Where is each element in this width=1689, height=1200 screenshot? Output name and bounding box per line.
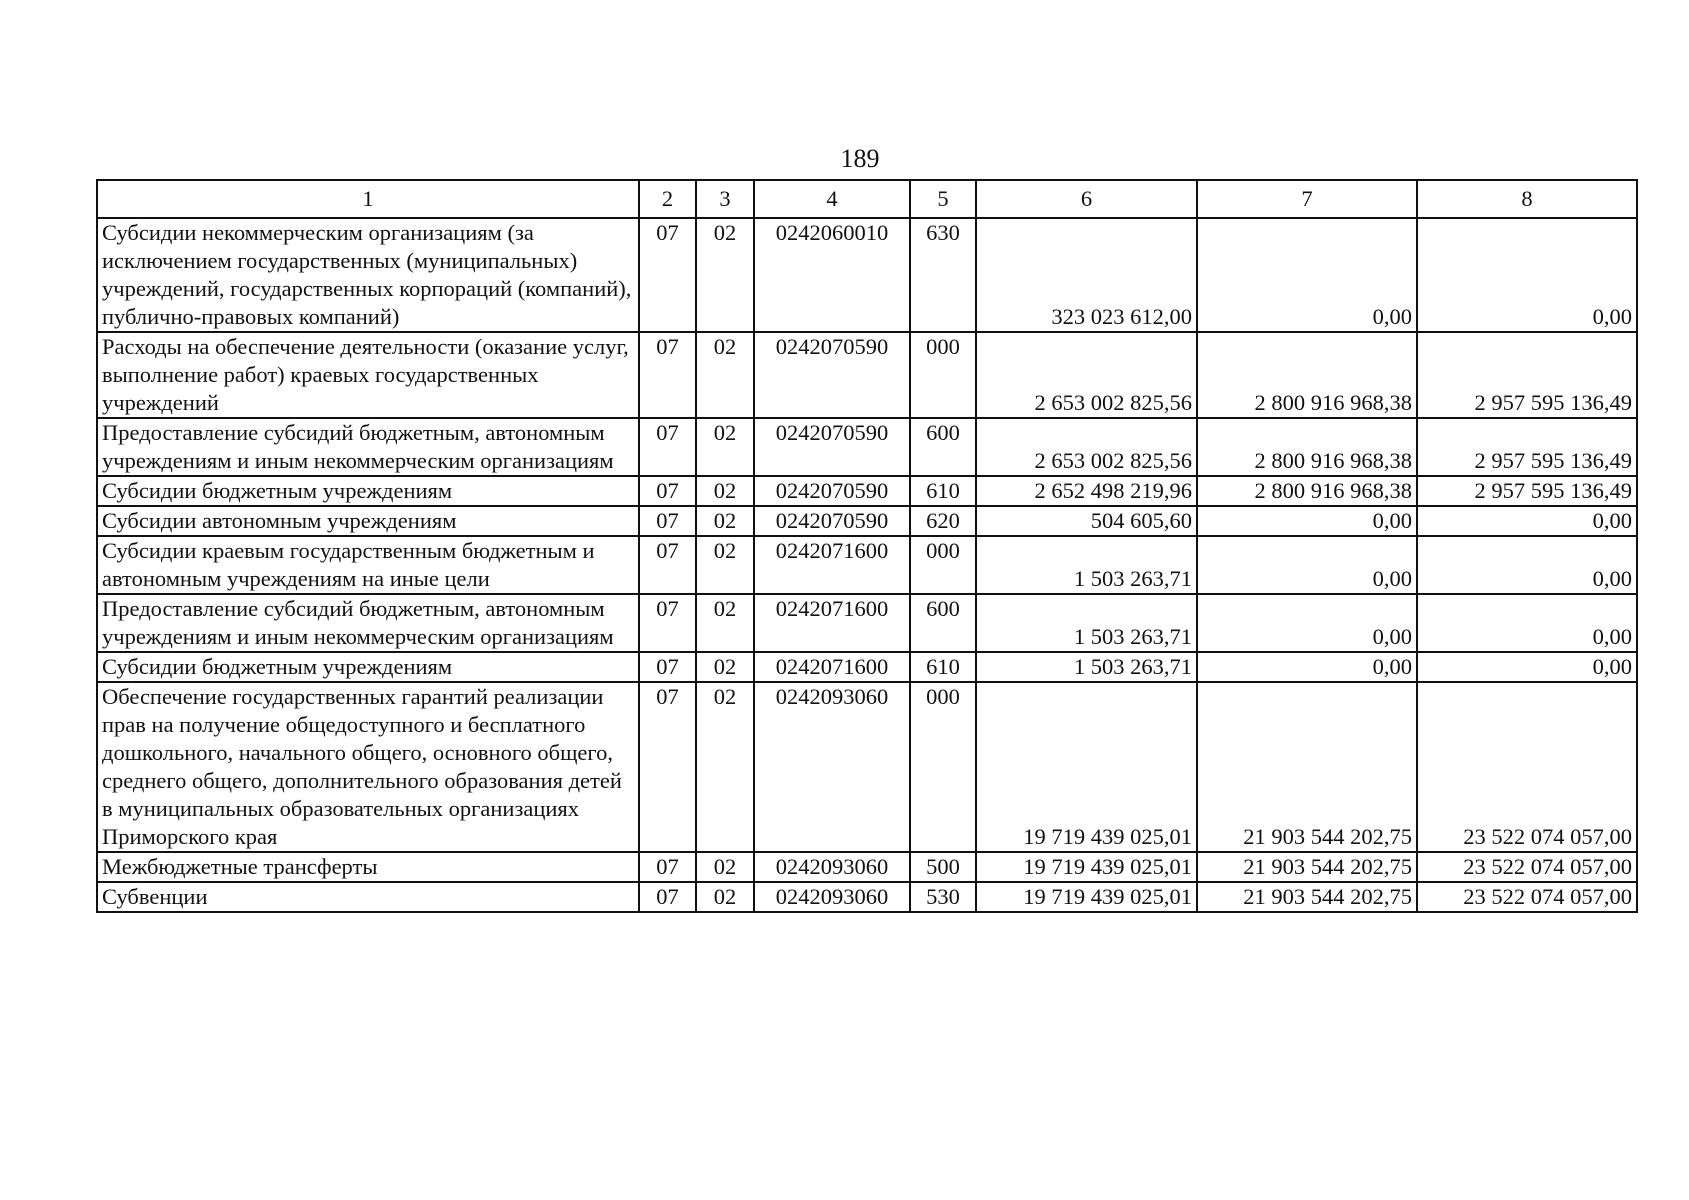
column-header: 3 (696, 180, 754, 218)
expense-type-code: 620 (910, 506, 976, 536)
column-header: 1 (97, 180, 639, 218)
table-row (97, 332, 1637, 418)
section-code: 07 (639, 652, 696, 682)
target-article-code: 0242070590 (754, 476, 910, 506)
amount-col-8: 0,00 (1417, 218, 1637, 332)
section-code: 07 (639, 332, 696, 418)
target-article-code: 0242071600 (754, 652, 910, 682)
amount-col-7: 21 903 544 202,75 (1197, 852, 1417, 882)
column-header: 4 (754, 180, 910, 218)
row-name: Субсидии бюджетным учреждениям (97, 476, 639, 506)
subsection-code: 02 (696, 506, 754, 536)
section-code: 07 (639, 418, 696, 476)
amount-col-8: 0,00 (1417, 652, 1637, 682)
header-row (97, 180, 1637, 218)
section-code: 07 (639, 536, 696, 594)
amount-col-8: 23 522 074 057,00 (1417, 882, 1637, 912)
row-name: Субсидии автономным учреждениям (97, 506, 639, 536)
budget-table (96, 179, 1638, 913)
expense-type-code: 600 (910, 418, 976, 476)
expense-type-code: 610 (910, 652, 976, 682)
amount-col-6: 323 023 612,00 (976, 218, 1197, 332)
amount-col-7: 2 800 916 968,38 (1197, 332, 1417, 418)
column-header: 5 (910, 180, 976, 218)
target-article-code: 0242070590 (754, 332, 910, 418)
amount-col-6: 1 503 263,71 (976, 536, 1197, 594)
amount-col-7: 21 903 544 202,75 (1197, 882, 1417, 912)
amount-col-8: 23 522 074 057,00 (1417, 682, 1637, 852)
amount-col-7: 0,00 (1197, 506, 1417, 536)
section-code: 07 (639, 506, 696, 536)
target-article-code: 0242071600 (754, 594, 910, 652)
amount-col-8: 2 957 595 136,49 (1417, 476, 1637, 506)
column-header: 6 (976, 180, 1197, 218)
section-code: 07 (639, 476, 696, 506)
table-row (97, 418, 1637, 476)
subsection-code: 02 (696, 682, 754, 852)
amount-col-7: 2 800 916 968,38 (1197, 476, 1417, 506)
row-name: Субвенции (97, 882, 639, 912)
expense-type-code: 600 (910, 594, 976, 652)
row-name: Обеспечение государственных гарантий реализации прав на получение общедоступного и бесплатного дошкольного, начального общего, основного общего, среднего общего, дополнительного образования детей в муниципальных образовательных организациях Приморского края (97, 682, 639, 852)
target-article-code: 0242060010 (754, 218, 910, 332)
target-article-code: 0242071600 (754, 536, 910, 594)
column-header: 7 (1197, 180, 1417, 218)
expense-type-code: 530 (910, 882, 976, 912)
amount-col-7: 21 903 544 202,75 (1197, 682, 1417, 852)
expense-type-code: 000 (910, 536, 976, 594)
amount-col-6: 1 503 263,71 (976, 594, 1197, 652)
amount-col-6: 1 503 263,71 (976, 652, 1197, 682)
subsection-code: 02 (696, 882, 754, 912)
amount-col-8: 0,00 (1417, 536, 1637, 594)
target-article-code: 0242070590 (754, 506, 910, 536)
amount-col-6: 2 653 002 825,56 (976, 332, 1197, 418)
table-row (97, 882, 1637, 912)
table-row (97, 652, 1637, 682)
amount-col-7: 0,00 (1197, 218, 1417, 332)
target-article-code: 0242093060 (754, 852, 910, 882)
subsection-code: 02 (696, 332, 754, 418)
amount-col-6: 2 652 498 219,96 (976, 476, 1197, 506)
subsection-code: 02 (696, 594, 754, 652)
amount-col-8: 0,00 (1417, 594, 1637, 652)
amount-col-7: 2 800 916 968,38 (1197, 418, 1417, 476)
row-name: Субсидии краевым государственным бюджетным и автономным учреждениям на иные цели (97, 536, 639, 594)
section-code: 07 (639, 594, 696, 652)
table-row (97, 218, 1637, 332)
target-article-code: 0242093060 (754, 882, 910, 912)
page-number: 189 (840, 144, 880, 173)
amount-col-7: 0,00 (1197, 594, 1417, 652)
row-name: Субсидии некоммерческим организациям (за исключением государственных (муниципальных) учреждений, государственных корпораций (компаний), публично-правовых компаний) (97, 218, 639, 332)
table-row (97, 476, 1637, 506)
expense-type-code: 000 (910, 332, 976, 418)
amount-col-6: 504 605,60 (976, 506, 1197, 536)
row-name: Субсидии бюджетным учреждениям (97, 652, 639, 682)
row-name: Межбюджетные трансферты (97, 852, 639, 882)
table-row (97, 682, 1637, 852)
amount-col-7: 0,00 (1197, 652, 1417, 682)
amount-col-8: 23 522 074 057,00 (1417, 852, 1637, 882)
row-name: Предоставление субсидий бюджетным, автономным учреждениям и иным некоммерческим организациям (97, 418, 639, 476)
table-row (97, 536, 1637, 594)
section-code: 07 (639, 682, 696, 852)
target-article-code: 0242070590 (754, 418, 910, 476)
target-article-code: 0242093060 (754, 682, 910, 852)
amount-col-6: 19 719 439 025,01 (976, 682, 1197, 852)
expense-type-code: 610 (910, 476, 976, 506)
subsection-code: 02 (696, 536, 754, 594)
table-row (97, 852, 1637, 882)
table-row (97, 594, 1637, 652)
amount-col-8: 2 957 595 136,49 (1417, 332, 1637, 418)
column-header: 2 (639, 180, 696, 218)
subsection-code: 02 (696, 218, 754, 332)
row-name: Предоставление субсидий бюджетным, автономным учреждениям и иным некоммерческим организациям (97, 594, 639, 652)
section-code: 07 (639, 882, 696, 912)
amount-col-8: 0,00 (1417, 506, 1637, 536)
expense-type-code: 500 (910, 852, 976, 882)
amount-col-8: 2 957 595 136,49 (1417, 418, 1637, 476)
subsection-code: 02 (696, 652, 754, 682)
expense-type-code: 000 (910, 682, 976, 852)
section-code: 07 (639, 852, 696, 882)
amount-col-6: 19 719 439 025,01 (976, 852, 1197, 882)
section-code: 07 (639, 218, 696, 332)
table-row (97, 506, 1637, 536)
subsection-code: 02 (696, 418, 754, 476)
row-name: Расходы на обеспечение деятельности (оказание услуг, выполнение работ) краевых государственных учреждений (97, 332, 639, 418)
column-header: 8 (1417, 180, 1637, 218)
amount-col-6: 19 719 439 025,01 (976, 882, 1197, 912)
subsection-code: 02 (696, 476, 754, 506)
amount-col-7: 0,00 (1197, 536, 1417, 594)
subsection-code: 02 (696, 852, 754, 882)
expense-type-code: 630 (910, 218, 976, 332)
amount-col-6: 2 653 002 825,56 (976, 418, 1197, 476)
